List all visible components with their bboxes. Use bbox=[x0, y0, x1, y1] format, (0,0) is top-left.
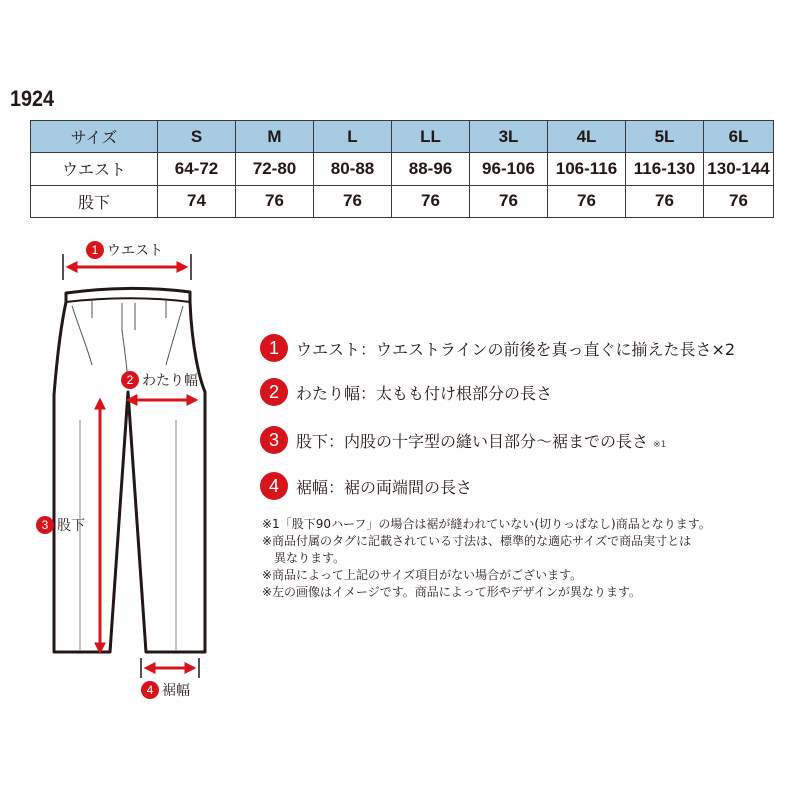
table-cell: 72-80 bbox=[236, 153, 314, 185]
diagram-label-thigh: 2 わたり幅 bbox=[121, 370, 198, 390]
table-cell: 76 bbox=[548, 185, 626, 217]
number-badge-3: 3 bbox=[36, 516, 54, 534]
table-cell: 106-116 bbox=[548, 153, 626, 185]
table-cell: 76 bbox=[236, 185, 314, 217]
row-label-waist: ウエスト bbox=[31, 153, 158, 185]
legend-text: 股下：内股の十字型の縫い目部分～裾までの長さ bbox=[296, 432, 649, 451]
pants-stitching bbox=[72, 300, 183, 650]
table-cell: 80-88 bbox=[314, 153, 392, 185]
table-cell: 76 bbox=[704, 185, 774, 217]
legend-number-1: 1 bbox=[260, 334, 288, 362]
note-line: ※商品付属のタグに記載されている寸法は、標準的な適応サイズで商品実寸とは bbox=[262, 534, 692, 548]
table-cell: 74 bbox=[158, 185, 236, 217]
table-cell: 64-72 bbox=[158, 153, 236, 185]
diagram-label-inseam: 3 股下 bbox=[36, 515, 85, 535]
note-line: ※左の画像はイメージです。商品によって形やデザインが異なります。 bbox=[262, 585, 641, 599]
header-cell: S bbox=[158, 121, 236, 153]
note-line: ※1「股下90ハーフ」の場合は裾が縫われていない(切りっぱなし)商品となります。 bbox=[262, 517, 711, 531]
legend-number-3: 3 bbox=[260, 426, 288, 454]
header-cell: M bbox=[236, 121, 314, 153]
table-cell: 88-96 bbox=[392, 153, 470, 185]
header-cell: 4L bbox=[548, 121, 626, 153]
table-cell: 130-144 bbox=[704, 153, 774, 185]
row-label-inseam: 股下 bbox=[31, 185, 158, 217]
number-badge-4: 4 bbox=[141, 681, 159, 699]
legend-number-4: 4 bbox=[260, 472, 288, 500]
diagram-label-waist: 1 ウエスト bbox=[86, 240, 163, 260]
legend-text: わたり幅：太もも付け根部分の長さ bbox=[296, 384, 553, 403]
number-badge-1: 1 bbox=[86, 241, 104, 259]
table-cell: 96-106 bbox=[470, 153, 548, 185]
table-cell: 116-130 bbox=[626, 153, 704, 185]
header-cell: 3L bbox=[470, 121, 548, 153]
note-line: 異なります。 bbox=[274, 551, 346, 565]
measure-arrows bbox=[63, 254, 199, 678]
footnote-marker: ※1 bbox=[653, 440, 667, 450]
note-line: ※商品によって上記のサイズ項目がない場合がございます。 bbox=[262, 568, 583, 582]
table-cell: 76 bbox=[314, 185, 392, 217]
header-cell: LL bbox=[392, 121, 470, 153]
diagram-label-hem: 4 裾幅 bbox=[141, 680, 190, 700]
legend-number-2: 2 bbox=[260, 378, 288, 406]
header-cell: 5L bbox=[626, 121, 704, 153]
header-cell-size: サイズ bbox=[31, 121, 158, 153]
table-cell: 76 bbox=[470, 185, 548, 217]
legend-text: ウエスト：ウエストラインの前後を真っ直ぐに揃えた長さ×2 bbox=[296, 340, 736, 359]
legend-text: 裾幅：裾の両端間の長さ bbox=[296, 478, 473, 497]
number-badge-2: 2 bbox=[121, 371, 139, 389]
table-cell: 76 bbox=[626, 185, 704, 217]
table-cell: 76 bbox=[392, 185, 470, 217]
model-number: 1924 bbox=[10, 86, 55, 111]
notes bbox=[262, 516, 782, 601]
header-cell: L bbox=[314, 121, 392, 153]
header-cell: 6L bbox=[704, 121, 774, 153]
pants-outline bbox=[54, 288, 205, 652]
